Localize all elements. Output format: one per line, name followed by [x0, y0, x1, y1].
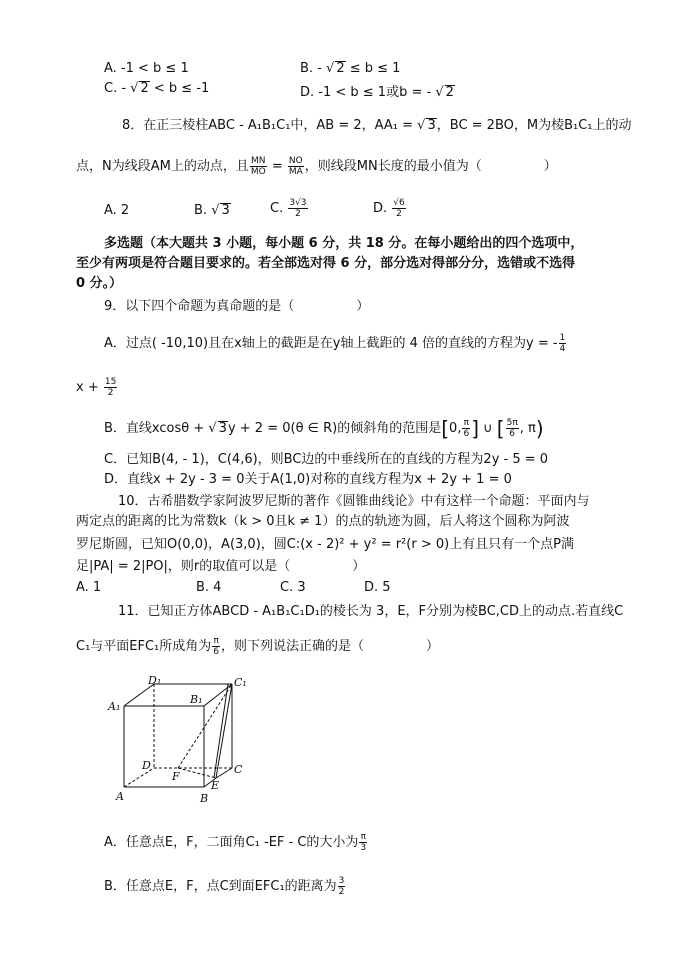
q7-b-post: ≤ b ≤ 1 — [345, 61, 401, 76]
q11-option-a — [104, 832, 368, 853]
hidden-edge-f-c1 — [178, 684, 232, 768]
q10-option-a: A. 1 — [76, 580, 102, 595]
q10-option-b: B. 4 — [196, 580, 222, 595]
q8-c-den: 2 — [295, 209, 301, 219]
q10-line2: 两定点的距离的比为常数k（k > 0且k ≠ 1）的点的轨迹为圆，后人将这个圆称为阿波 — [76, 514, 570, 529]
q9-stem-end: ） — [356, 299, 370, 314]
q7-b-sqrt: 2 — [336, 61, 345, 76]
q11-line2 — [76, 636, 439, 657]
q9-stem-text: 9．以下四个命题为真命题的是（ — [104, 299, 295, 314]
q8-d-den: 2 — [396, 209, 402, 219]
q8-frac2 — [288, 156, 304, 177]
q11-line2-c: ） — [426, 639, 440, 654]
q8-sqrt: 3 — [427, 118, 436, 133]
q9-b-union: ∪ — [479, 421, 497, 436]
q11-line1: 11．已知正方体ABCD - A₁B₁C₁D₁的棱长为 3，E，F分别为棱BC,CD上的动点.若直线C — [118, 604, 624, 619]
q9-a-text: A．过点( -10,10)且在x轴上的截距是在y轴上截距的 4 倍的直线的方程为y = - — [104, 336, 558, 351]
q8-option-c — [270, 198, 309, 219]
q8-line1: 8．在正三棱柱ABC - A₁B₁C₁中，AB = 2，AA₁ = √ 3，BC = 2BO，M为棱B₁C₁上的动 — [122, 118, 632, 133]
q8-b-sqrt: 3 — [221, 203, 230, 218]
q11-b-pre: B．任意点E，F，点C到面EFC₁的距离为 — [104, 879, 337, 894]
q9-option-a — [104, 333, 567, 354]
q9-b-int2-b: , π — [519, 421, 536, 436]
q8-option-a: A. 2 — [104, 203, 130, 218]
q10-line4-end: ） — [352, 559, 366, 574]
q11-frac — [212, 636, 220, 657]
q8-d-pre: D. — [373, 201, 392, 216]
q9-a-frac-num: 1 — [559, 333, 566, 343]
q10-option-c: C. 3 — [280, 580, 306, 595]
q8-d-num: √6 — [393, 198, 405, 208]
q8-text-a: 8．在正三棱柱ABC - A₁B₁C₁中，AB = 2，AA₁ = — [122, 118, 418, 133]
q7-option-b: B. - √ 2 ≤ b ≤ 1 — [300, 61, 401, 76]
edge-c1-e — [216, 684, 232, 778]
q8-option-d — [373, 198, 407, 219]
q11-line2-a: C₁与平面EFC₁所成角为 — [76, 639, 212, 654]
section-line3: 0 分。） — [76, 276, 123, 291]
q8-line2-c: ） — [543, 159, 557, 174]
q8-frac2-den: MA — [288, 167, 303, 177]
label-a1: A₁ — [108, 700, 121, 713]
label-b1: B₁ — [190, 693, 203, 706]
q9-a-frac-den: 4 — [559, 344, 566, 354]
q7-option-a: A. -1 < b ≤ 1 — [104, 61, 189, 76]
label-b: B — [200, 792, 209, 805]
q7-c-pre: C. - — [104, 81, 131, 96]
q8-line2 — [76, 156, 557, 177]
label-c: C — [234, 763, 243, 776]
q8-c-frac — [288, 198, 307, 219]
q9-b-pre: B．直线xcosθ + — [104, 421, 209, 436]
q9-option-c: C．已知B(4, - 1)，C(4,6)，则BC边的中垂线所在的直线的方程为2y - 5 = 0 — [104, 452, 549, 467]
q8-option-b: B. √ 3 — [194, 203, 230, 218]
q9-a-cont-num: 15 — [104, 377, 117, 387]
section-line2: 至少有两项是符合题目要求的。若全部选对得 6 分，部分选对得部分分，选错或不选得 — [76, 256, 576, 271]
label-a: A — [116, 790, 124, 803]
label-d: D — [142, 759, 151, 772]
q9-a-cont-frac — [104, 377, 117, 398]
q11-b-den: 2 — [338, 887, 345, 897]
q9-a-frac — [559, 333, 567, 354]
q11-b-num: 3 — [338, 876, 345, 886]
q9-b-sqrt: 3 — [218, 421, 227, 436]
q10-line3: 罗尼斯圆，已知O(0,0)，A(3,0)，圆C:(x - 2)² + y² = r²(r > 0)上有且只有一个点P满 — [76, 537, 575, 552]
q9-b-int2-frac — [506, 418, 519, 439]
q8-frac1-den: MO — [250, 167, 266, 177]
section-line1: 多选题（本大题共 3 小题，每小题 6 分，共 18 分。在每小题给出的四个选项中， — [104, 236, 584, 251]
q8-frac2-num: NO — [288, 156, 303, 166]
q7-option-d: D. -1 < b ≤ 1或b = - √ 2 — [300, 85, 454, 100]
q8-c-pre: C. — [270, 201, 288, 216]
label-f: F — [172, 770, 180, 783]
q10-line1: 10．古希腊数学家阿波罗尼斯的著作《圆锥曲线论》中有这样一个命题：平面内与 — [118, 494, 590, 509]
hidden-edge-f-e — [178, 768, 216, 778]
q9-stem — [104, 298, 369, 316]
q9-b-int2-den: 6 — [509, 429, 516, 439]
q7-c-post: < b ≤ -1 — [149, 81, 210, 96]
q11-line2-b: ，则下列说法正确的是（ — [221, 639, 365, 654]
q11-option-b — [104, 876, 346, 897]
q11-a-den: 3 — [360, 843, 367, 853]
q7-option-c: C. - √ 2 < b ≤ -1 — [104, 81, 210, 96]
q10-line4-text: 足|PA| = 2|PO|，则r的取值可以是（ — [76, 559, 291, 574]
edge-e-c — [216, 768, 232, 778]
q8-frac1 — [250, 156, 267, 177]
q9-b-int1-a: 0, — [449, 421, 462, 436]
q8-eq: = — [267, 159, 287, 174]
q11-a-num: π — [360, 832, 366, 842]
q9-b-int1-den: 6 — [463, 429, 470, 439]
q9-b-int2-num: 5π — [506, 418, 518, 428]
q7-c-sqrt: 2 — [140, 81, 149, 96]
q7-d-pre: D. -1 < b ≤ 1或b = - — [300, 85, 436, 100]
q7-d-sqrt: 2 — [445, 85, 454, 100]
label-c1: C₁ — [234, 676, 247, 689]
q10-line4 — [76, 558, 365, 576]
q10-option-d: D. 5 — [364, 580, 391, 595]
q8-b-pre: B. — [194, 203, 212, 218]
q8-line2-a: 点，N为线段AM上的动点，且 — [76, 159, 249, 174]
q11-frac-den: 6 — [213, 647, 220, 657]
q7-b-pre: B. - — [300, 61, 327, 76]
q8-frac1-num: MN — [251, 156, 266, 166]
q9-b-int1-frac — [462, 418, 470, 439]
q9-b-int1-num: π — [463, 418, 470, 428]
q11-frac-num: π — [213, 636, 219, 646]
q8-text-b: ，BC = 2BO，M为棱B₁C₁上的动 — [436, 118, 632, 133]
q9-option-b: B．直线xcosθ + √ 3y + 2 = 0(θ ∈ R)的倾斜角的范围是[0, $\frac{\pi}{6}$ ] ∪ [ $\frac{5\pi}{6}$ , π) — [104, 416, 544, 441]
q9-option-d: D．直线x + 2y - 3 = 0关于A(1,0)对称的直线方程为x + 2y + 1 = 0 — [104, 472, 512, 487]
label-d1: D₁ — [148, 676, 162, 687]
q11-a-frac — [359, 832, 367, 853]
q9-a-cont-den: 2 — [107, 388, 114, 398]
label-e: E — [211, 779, 220, 792]
cube-figure — [104, 676, 254, 808]
q9-b-mid: y + 2 = 0(θ ∈ R)的倾斜角的范围是 — [227, 421, 442, 436]
edge-a1-d1 — [124, 684, 154, 706]
edge-c1-e-2 — [214, 684, 228, 778]
q9-a-cont: x + — [76, 380, 99, 395]
q8-c-num: 3√3 — [289, 198, 307, 208]
q8-d-frac — [392, 198, 405, 219]
q11-a-pre: A．任意点E，F，二面角C₁ -EF - C的大小为 — [104, 835, 359, 850]
q9-option-a-cont — [76, 377, 118, 398]
q11-b-frac — [338, 876, 346, 897]
q8-line2-b: ，则线段MN长度的最小值为（ — [304, 159, 482, 174]
